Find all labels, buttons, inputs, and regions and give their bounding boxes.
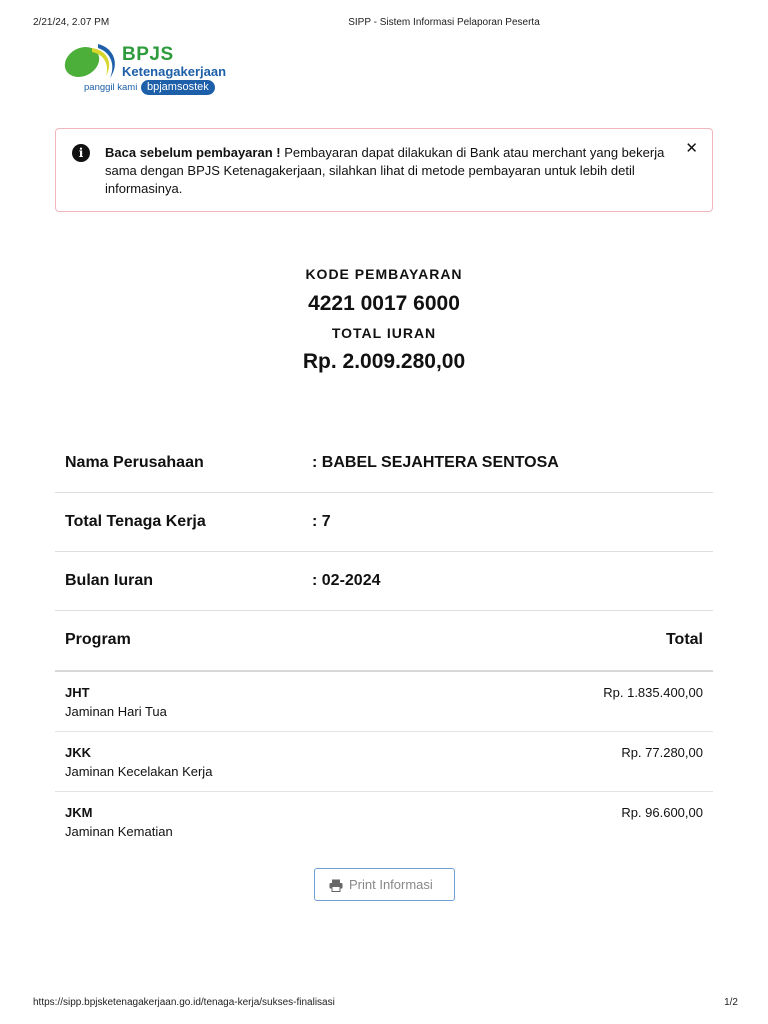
program-column-header: Program	[65, 631, 131, 648]
total-contribution-value: Rp. 2.009.280,00	[302, 350, 466, 373]
bpjs-logo	[62, 40, 252, 100]
company-label: Nama Perusahaan	[65, 454, 204, 471]
payment-alert	[55, 128, 713, 212]
program-code: JHT	[65, 685, 90, 700]
total-contribution-label: TOTAL IURAN	[331, 325, 437, 341]
logo-subtitle: Ketenagakerjaan	[122, 64, 227, 79]
workers-row	[55, 493, 713, 552]
table-row	[55, 732, 713, 792]
print-footer	[0, 997, 768, 1011]
program-name: Jaminan Hari Tua	[65, 704, 167, 719]
page-url: https://sipp.bpjsketenagakerjaan.go.id/tenaga-kerja/sukses-finalisasi	[33, 997, 335, 1008]
program-code: JKK	[65, 745, 92, 760]
total-column-header: Total	[665, 631, 703, 648]
logo-tagline: panggil kami	[84, 82, 138, 93]
logo-brand: BPJS	[122, 44, 174, 65]
program-name: Jaminan Kecelakan Kerja	[65, 764, 213, 779]
table-row	[55, 672, 713, 732]
print-document-title: SIPP - Sistem Informasi Pelaporan Peserta	[348, 17, 540, 28]
company-row	[55, 434, 713, 493]
program-code: JKM	[65, 805, 93, 820]
program-table-header	[55, 612, 713, 672]
close-icon[interactable]: ✕	[685, 140, 698, 157]
logo-tagline-pill: bpjamsostek	[141, 80, 215, 95]
print-button-label: Print Informasi	[349, 877, 433, 892]
payment-code-value: 4221 0017 6000	[308, 292, 460, 315]
workers-value: : 7	[312, 513, 331, 530]
info-icon: i	[72, 144, 90, 162]
alert-bold-text: Baca sebelum pembayaran !	[105, 145, 281, 160]
alert-text: Pembayaran dapat dilakukan di Bank atau merchant yang bekerja sama dengan BPJS Ketenagakerjaan, silahkan lihat di metode pembayaran untuk lebih detil informasinya.	[105, 145, 665, 196]
alert-message	[105, 144, 665, 198]
payment-code-label: KODE PEMBAYARAN	[305, 266, 463, 282]
page-number: 1/2	[724, 997, 738, 1008]
program-name: Jaminan Kematian	[65, 824, 173, 839]
workers-label: Total Tenaga Kerja	[65, 513, 206, 530]
printer-icon	[329, 879, 343, 892]
print-information-button[interactable]	[314, 868, 455, 901]
month-row	[55, 552, 713, 611]
program-amount: Rp. 1.835.400,00	[603, 685, 703, 700]
company-value: : BABEL SEJAHTERA SENTOSA	[312, 454, 559, 471]
month-label: Bulan Iuran	[65, 572, 154, 589]
program-amount: Rp. 77.280,00	[621, 745, 703, 760]
print-header	[0, 17, 768, 31]
program-amount: Rp. 96.600,00	[621, 805, 703, 820]
bpjs-logo-icon	[62, 40, 122, 82]
month-value: : 02-2024	[312, 572, 381, 589]
print-timestamp: 2/21/24, 2.07 PM	[33, 17, 110, 28]
table-row	[55, 792, 713, 852]
